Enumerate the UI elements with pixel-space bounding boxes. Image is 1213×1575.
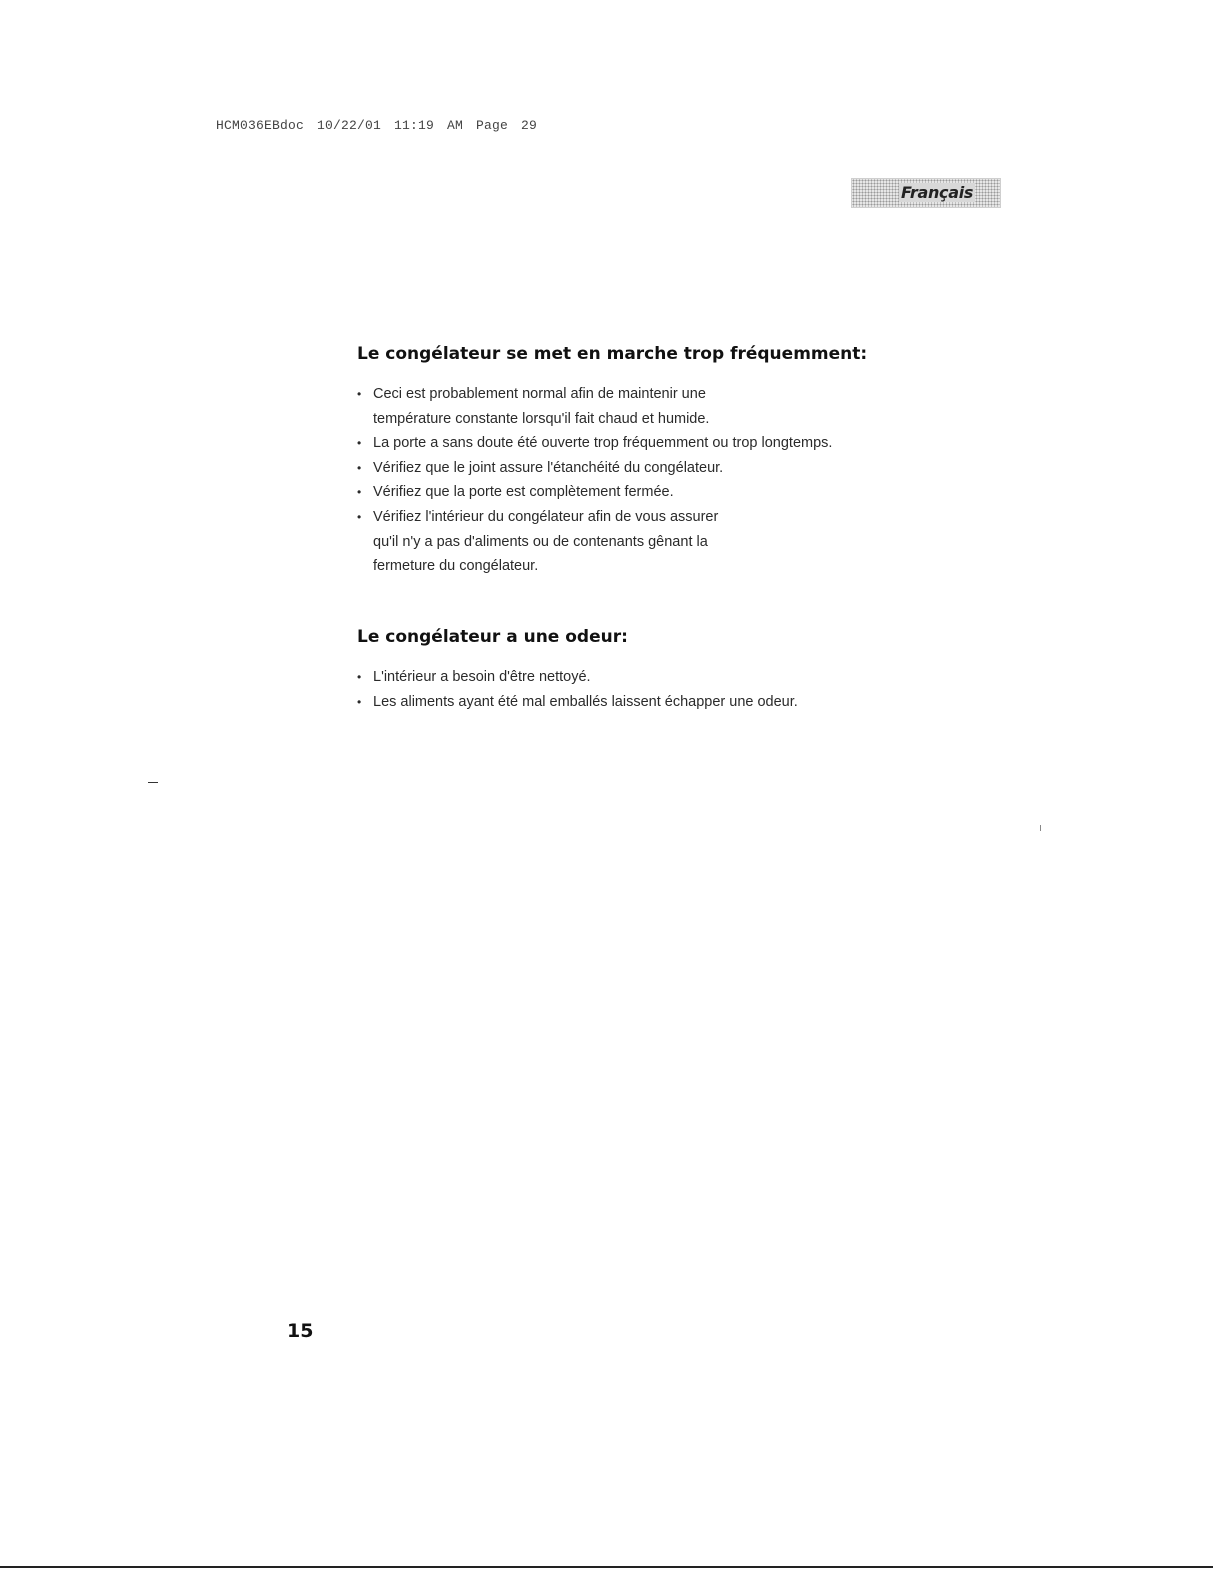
margin-dash [148,782,158,783]
list-item [357,665,957,690]
language-tab [851,178,1001,208]
list-item-line: Vérifiez que la porte est complètement fermée. [373,484,674,501]
list-item [357,505,957,579]
bullet-icon: • [357,694,362,709]
list-item [357,382,957,431]
bullet-icon: • [357,436,362,451]
bullet-icon: • [357,387,362,401]
list-item-line: qu'il n'y a pas d'aliments ou de contenants gênant la [373,533,708,550]
list-item [357,480,957,505]
bullet-icon: • [357,485,362,500]
list-item-line: Ceci est probablement normal afin de maintenir une [373,386,706,402]
list-item-line: La porte a sans doute été ouverte trop fréquemment ou trop longtemps. [373,435,833,452]
bullet-icon: • [357,509,362,524]
list-item [357,690,957,715]
section-odor [357,627,957,714]
list-item-line: température constante lorsqu'il fait chaud et humide. [373,410,710,427]
section-title: Le congélateur a une odeur: [357,627,628,647]
list-item-line: Les aliments ayant été mal emballés laissent échapper une odeur. [373,693,798,710]
language-label: Français [901,183,974,202]
section-runs-frequently [357,344,957,579]
bullet-list [357,665,957,714]
list-item-line: Vérifiez que le joint assure l'étanchéité du congélateur. [373,459,724,476]
bullet-icon: • [357,670,362,684]
list-item-line: Vérifiez l'intérieur du congélateur afin de vous assurer [373,508,719,525]
list-item-line: L'intérieur a besoin d'être nettoyé. [373,669,591,685]
list-item-line: fermeture du congélateur. [373,558,539,575]
list-item [357,456,957,481]
print-header: HCM036EBdoc 10/22/01 11:19 AM Page 29 [216,118,538,133]
bullet-list [357,382,957,579]
bottom-rule [0,1566,1213,1568]
section-title: Le congélateur se met en marche trop fréquemment: [357,344,868,364]
bullet-icon: • [357,460,362,475]
margin-tick [1040,825,1041,831]
list-item [357,431,957,456]
page-number: 15 [287,1320,314,1342]
